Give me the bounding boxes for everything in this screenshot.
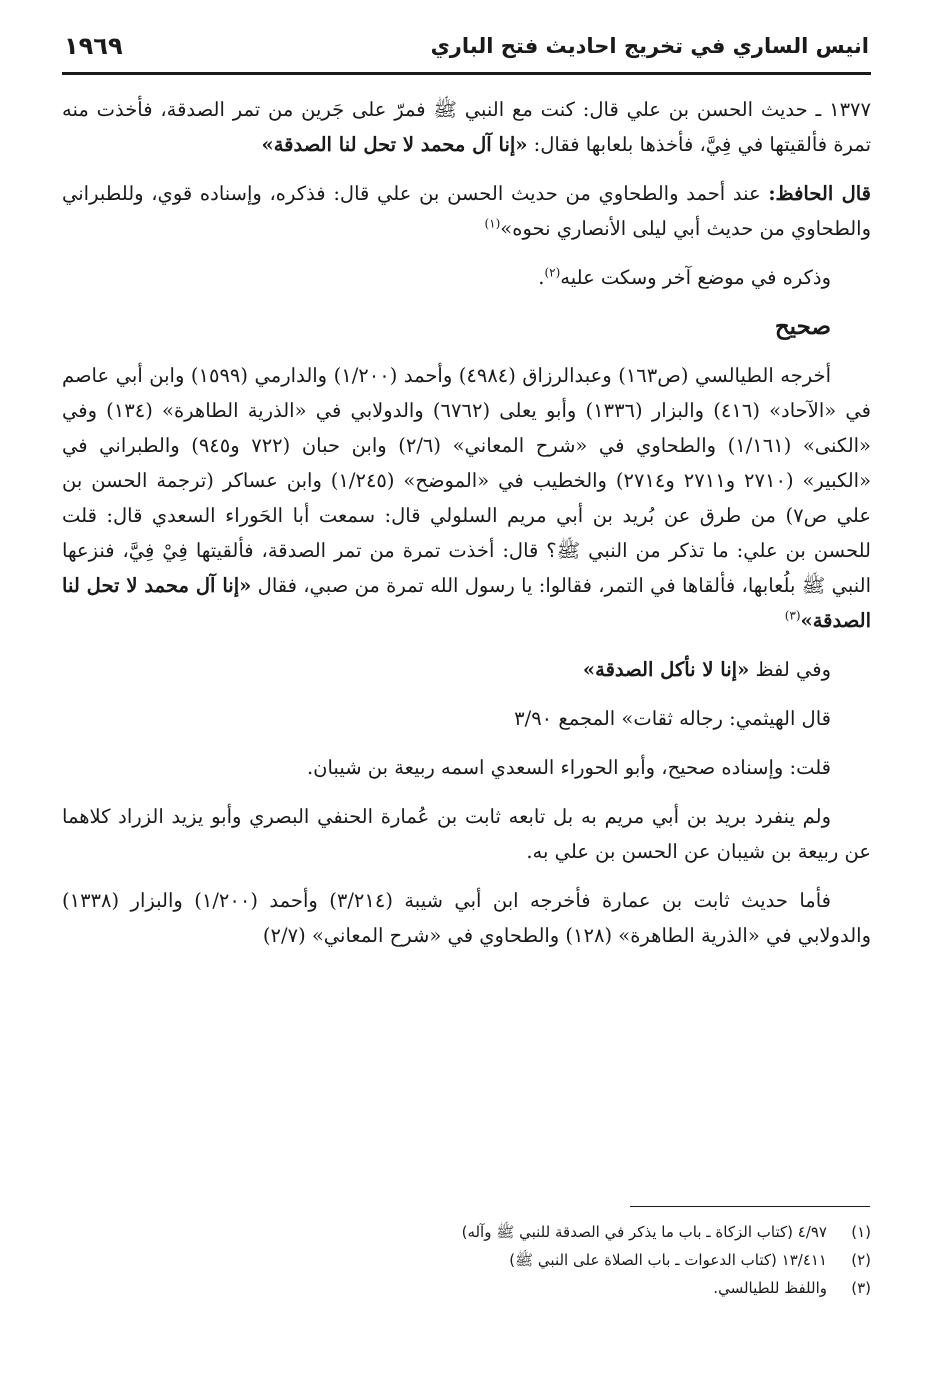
hadith-quote: «إنا آل محمد لا تحل لنا الصدقة»: [261, 133, 528, 156]
qultu-paragraph: قلت: وإسناده صحيح، وأبو الحوراء السعدي اسمه ربيعة بن شيبان.: [306, 756, 831, 779]
footnote-number: (٢): [851, 1251, 871, 1269]
hafiz-paragraph: [62, 176, 871, 246]
page-header: [62, 28, 871, 75]
footnote-text: ٤/٩٧ (كتاب الزكاة ـ باب ما يذكر في الصدقة للنبي ﷺ وآله): [461, 1223, 827, 1241]
mention-end: .: [538, 266, 545, 289]
footnote-ref-1[interactable]: (١): [484, 216, 501, 231]
footnote-ref-2[interactable]: (٢): [544, 265, 561, 280]
hafiz-text: عند أحمد والطحاوي من حديث الحسن بن علي قال: فذكره، وإسناده قوي، وللطبراني والطحاوي من حديث أبي ليلى الأنصاري نحوه»: [62, 182, 871, 240]
thabit-paragraph: فأما حديث ثابت بن عمارة فأخرجه ابن أبي شيبة (٣/٢١٤) وأحمد (١/٢٠٠) والبزار (١٣٣٨) والدولابي في «الذرية الطاهرة» (١٢٨) والطحاوي في «شرح المعاني» (٢/٧): [62, 889, 871, 947]
footnote-divider: [630, 1206, 870, 1207]
footnote-text: ١٣/٤١١ (كتاب الدعوات ـ باب الصلاة على النبي ﷺ): [509, 1251, 827, 1269]
page-number: ١٩٦٩: [64, 32, 123, 60]
tafarrud-paragraph: ولم ينفرد بريد بن أبي مريم به بل تابعه ثابت بن عُمارة الحنفي البصري وأبو يزيد الزراد كلاهما عن ربيعة بن شيبان عن الحسن بن علي به.: [62, 805, 871, 863]
main-text: [62, 92, 871, 967]
footnote-text: واللفظ للطيالسي.: [713, 1279, 827, 1297]
hadith-number: ١٣٧٧ ـ: [815, 98, 871, 121]
footnote-1: [62, 1218, 871, 1246]
lafz-text: وفي لفظ: [749, 658, 831, 681]
haythami-paragraph: قال الهيثمي: رجاله ثقات» المجمع ٣/٩٠: [514, 707, 831, 730]
hadith-paragraph: [62, 92, 871, 162]
footnote-2: [62, 1246, 871, 1274]
lafz-paragraph: [62, 652, 871, 687]
section-title: صحيح: [774, 313, 831, 340]
takhrij-quote: «إنا آل محمد لا تحل لنا الصدقة»: [62, 574, 871, 632]
footnote-number: (١): [851, 1223, 871, 1241]
hafiz-label: قال الحافظ:: [768, 182, 872, 205]
hadith-text: حديث الحسن بن علي قال: كنت مع النبي ﷺ فمرّ على جَرين من تمر الصدقة، فأخذت منه تمرة فألقيتها في فِيَّ، فأخذها بلعابها فقال:: [62, 98, 871, 156]
footnotes: [62, 1218, 871, 1302]
mention-paragraph: [62, 260, 871, 295]
mention-text: وذكره في موضع آخر وسكت عليه: [560, 266, 831, 289]
takhrij-paragraph: [62, 358, 871, 638]
book-title: انيس الساري في تخريج احاديث فتح الباري: [430, 34, 869, 58]
lafz-quote: «إنا لا نأكل الصدقة»: [582, 658, 750, 681]
takhrij-text: أخرجه الطيالسي (ص١٦٣) وعبدالرزاق (٤٩٨٤) وأحمد (١/٢٠٠) والدارمي (١٥٩٩) وابن أبي عاصم في «الآحاد» (٤١٦) والبزار (١٣٣٦) وأبو يعلى (٦٧٦٢) والدولابي في «الذرية الطاهرة» (١٣٤) وفي «الكنى» (١/١٦١) والطحاوي في «شرح المعاني» (٢/٦) وابن حبان (٧٢٢ و٩٤٥) والطبراني في «الكبير» (٢٧١٠ و٢٧١١ و٢٧١٤) والخطيب في «الموضح» (١/٢٤٥) وابن عساكر (ترجمة الحسن بن علي ص٧) من طرق عن بُريد بن أبي مريم السلولي قال: سمعت أبا الحَوراء السعدي قال: قلت للحسن بن علي: ما تذكر من النبي ﷺ؟ قال: أخذت تمرة من تمر الصدقة، فألقيتها فِيْ فِيَّ، فنزعها النبي ﷺ بلُعابها، فألقاها في التمر، فقالوا: يا رسول الله تمرة من صبي، فقال: [62, 364, 872, 597]
footnote-number: (٣): [851, 1279, 871, 1297]
footnote-ref-3[interactable]: (٣): [784, 608, 801, 623]
footnote-3: [62, 1274, 871, 1302]
